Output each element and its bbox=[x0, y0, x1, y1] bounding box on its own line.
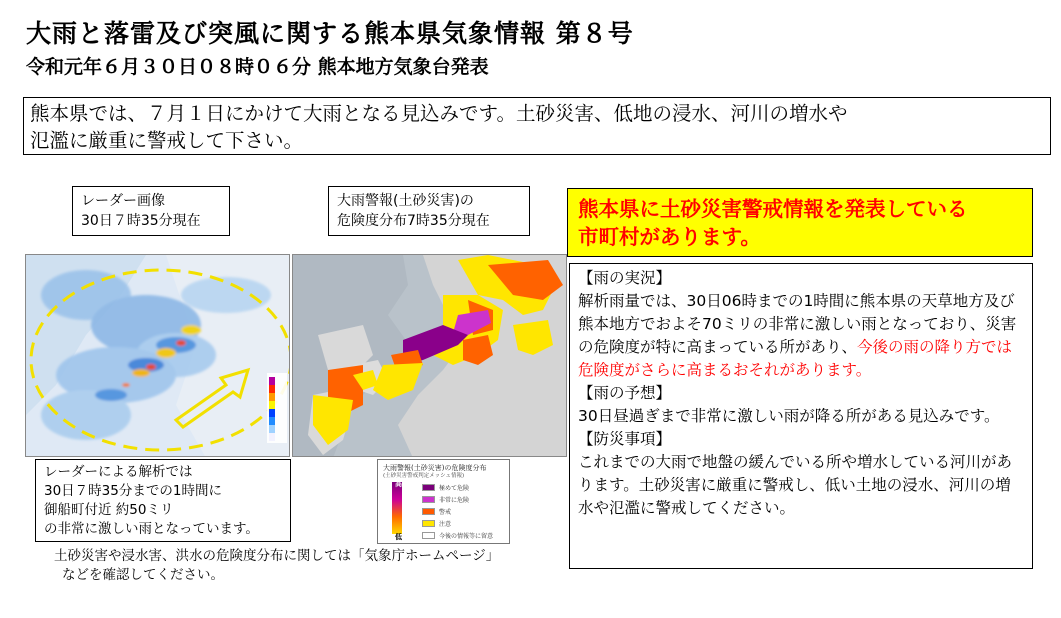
risk-map-graphic bbox=[293, 255, 567, 457]
legend-label: 警戒 bbox=[439, 509, 452, 516]
legend-label: 注意 bbox=[439, 521, 452, 528]
issue-datetime: 令和元年６月３０日０８時０６分 熊本地方気象台発表 bbox=[26, 56, 489, 78]
radar-caption bbox=[72, 186, 230, 236]
radar-map-graphic bbox=[26, 255, 290, 457]
radar-caption-line: レーダー画像 bbox=[81, 193, 165, 209]
legend-swatch bbox=[422, 508, 435, 515]
section-heading: 【雨の実況】 bbox=[578, 269, 672, 287]
legend-swatch bbox=[422, 496, 435, 503]
radar-image bbox=[25, 254, 290, 457]
legend-high-label: 高 bbox=[395, 480, 402, 488]
legend-item bbox=[422, 483, 469, 492]
summary-line: 熊本県では、７月１日にかけて大雨となる見込みです。土砂災害、低地の浸水、河川の増水や bbox=[30, 102, 848, 125]
prevention-text: これまでの大雨で地盤の緩んでいる所や増水している河川があります。土砂災害に厳重に警戒し、低い土地の浸水、河川の増水や氾濫に警戒してください。 bbox=[578, 453, 1013, 517]
summary-box bbox=[23, 97, 1051, 155]
legend-item bbox=[422, 519, 451, 528]
radar-note-line: 御船町付近 約50ミリ bbox=[44, 502, 174, 518]
radar-analysis-note bbox=[35, 459, 291, 542]
legend-label: 極めて危険 bbox=[439, 485, 470, 492]
legend-label: 今後の情報等に留意 bbox=[439, 533, 494, 540]
risk-caption bbox=[328, 186, 530, 236]
legend-swatch bbox=[422, 532, 435, 539]
section-heading: 【防災事項】 bbox=[578, 430, 672, 448]
risk-caption-line: 大雨警報(土砂災害)の bbox=[337, 193, 474, 209]
rain-actual-text: 解析雨量では、30日06時までの1時間に熊本県の天草地方及び熊本地方でおよそ70ミリの非常に激しい雨となっており、災害の危険度が特に高まっている所があり、 bbox=[578, 292, 1017, 356]
legend-label: 非常に危険 bbox=[439, 497, 470, 504]
weather-info-panel bbox=[569, 263, 1033, 569]
radar-note-line: の非常に激しい雨となっています。 bbox=[44, 521, 259, 537]
radar-caption-line: 30日７時35分現在 bbox=[81, 213, 201, 229]
legend-swatch bbox=[422, 520, 435, 527]
rain-forecast-text: 30日昼過ぎまで非常に激しい雨が降る所がある見込みです。 bbox=[578, 407, 1000, 425]
landslide-risk-map bbox=[292, 254, 567, 457]
legend-item bbox=[422, 531, 493, 540]
footnote-line: 土砂災害や浸水害、洪水の危険度分布に関しては「気象庁ホームページ」 bbox=[54, 548, 500, 564]
page-title: 大雨と落雷及び突風に関する熊本県気象情報 第８号 bbox=[26, 19, 634, 48]
risk-legend bbox=[377, 459, 510, 544]
alert-line: 市町村があります。 bbox=[578, 225, 761, 249]
legend-item bbox=[422, 507, 451, 516]
legend-item bbox=[422, 495, 469, 504]
risk-caption-line: 危険度分布7時35分現在 bbox=[337, 213, 490, 229]
legend-swatch bbox=[422, 484, 435, 491]
alert-line: 熊本県に土砂災害警戒情報を発表している bbox=[578, 197, 968, 221]
legend-title: 大雨警報(土砂災害)の危険度分布 bbox=[383, 464, 487, 472]
footnote-line: などを確認してください。 bbox=[62, 567, 224, 583]
footnote bbox=[54, 547, 574, 585]
summary-line: 氾濫に厳重に警戒して下さい。 bbox=[30, 129, 304, 152]
radar-note-line: 30日７時35分までの1時間に bbox=[44, 483, 222, 499]
section-heading: 【雨の予想】 bbox=[578, 384, 672, 402]
legend-low-label: 低 bbox=[395, 533, 402, 541]
rain-actual-paragraph bbox=[578, 290, 1024, 382]
legend-subtitle: (土砂災害警戒判定メッシュ情報) bbox=[383, 473, 465, 479]
danger-warning-text: 今後の雨の降り方では危険度がさらに高まるおそれがあります。 bbox=[578, 338, 1013, 379]
radar-note-line: レーダーによる解析では bbox=[44, 464, 193, 480]
landslide-alert-banner bbox=[567, 188, 1033, 257]
legend-gradient-bar bbox=[392, 482, 402, 534]
